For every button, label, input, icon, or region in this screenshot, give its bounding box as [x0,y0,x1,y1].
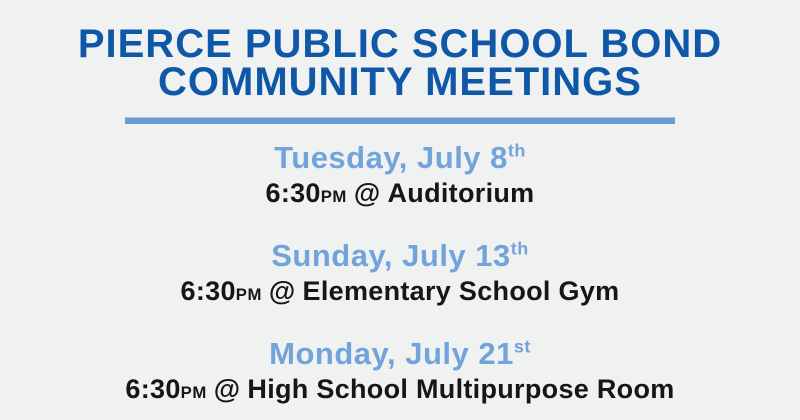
meeting-time: 6:30 [180,276,236,306]
meeting-details [0,179,800,211]
meeting-meridiem: PM [180,383,207,402]
ordinal-superscript: st [513,336,531,357]
meeting-meridiem: PM [320,187,347,206]
divider-rule [125,117,675,124]
meeting-date-text: Monday, July 21 [269,336,514,371]
meeting-location: High School Multipurpose Room [247,374,675,404]
meeting-item [0,141,800,211]
page-title [0,0,800,104]
meeting-meridiem: PM [235,285,262,304]
meeting-date [0,141,800,175]
ordinal-superscript: th [507,140,526,161]
meeting-location: Elementary School Gym [302,276,620,306]
page-title-line2: COMMUNITY MEETINGS [158,60,642,104]
meeting-time: 6:30 [265,178,321,208]
meeting-date-text: Sunday, July 13 [271,238,511,273]
at-symbol: @ [213,374,241,404]
meeting-time: 6:30 [125,374,181,404]
at-symbol: @ [353,178,381,208]
page-title-line1: PIERCE PUBLIC SCHOOL BOND [77,22,723,66]
meeting-list [0,141,800,407]
meeting-location: Auditorium [387,178,535,208]
at-symbol: @ [268,276,296,306]
meeting-date-text: Tuesday, July 8 [274,140,508,175]
meeting-details [0,375,800,407]
meeting-item [0,337,800,407]
meeting-date [0,337,800,371]
ordinal-superscript: th [510,238,529,259]
meeting-details [0,277,800,309]
meeting-item [0,239,800,309]
meeting-date [0,239,800,273]
